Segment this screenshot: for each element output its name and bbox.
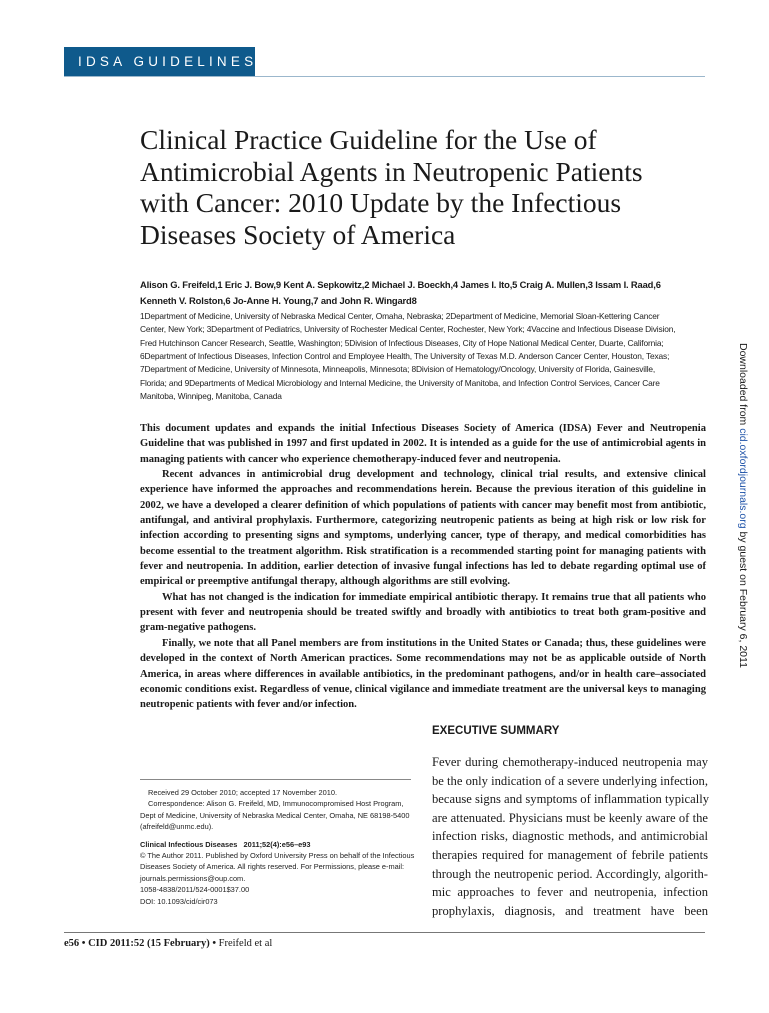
summary-line: infection risks, diagnostic methods, and antimicrobial [432, 829, 708, 844]
journal-name: Clinical Infectious Diseases [140, 839, 238, 849]
section-label: IDSA GUIDELINES [64, 47, 255, 76]
title-line: Clinical Practice Guideline for the Use of [140, 124, 597, 155]
header-divider [64, 76, 705, 77]
summary-line: are attenuated. Physicians must be keenly aware of the [432, 810, 708, 825]
page-footer [64, 938, 272, 949]
summary-line: therapies required for management of febrile patients [432, 847, 708, 862]
author-line: Alison G. Freifeld,1 Eric J. Bow,9 Kent A. Sepkowitz,2 Michael J. Boeckh,4 James I. Ito,5 Craig A. Mullen,3 Issam I. Raad,6 [140, 279, 661, 290]
copyright-note: © The Author 2011. Published by Oxford University Press on behalf of the Infectious Diseases Society of America. All rights reserved. For Permissions, please e-mail: journals.permissions@oup.com. [140, 851, 415, 883]
footnote-divider [140, 779, 411, 780]
footer-divider [64, 932, 705, 933]
affiliation-line: Fred Hutchinson Cancer Research, Seattle, Washington; 5Division of Infectious Diseases, City of Hope National Medical Center, Duarte, California; [140, 337, 664, 348]
summary-line: prophylaxis, diagnosis, and treatment have been [432, 903, 708, 918]
journal-site-link[interactable]: cid.oxfordjournals.org [737, 428, 749, 529]
author-line: Kenneth V. Rolston,6 Jo-Anne H. Young,7 and John R. Wingard8 [140, 294, 417, 306]
author-list [140, 277, 715, 308]
footer-authors: Freifeld et al [218, 938, 273, 949]
abstract-paragraph: Recent advances in antimicrobial drug development and technology, clinical trial results, and extensive clinical experience have informed the approaches and recommendations herein. Because the previous iteration of this guideline in 2002, we have a developed a clearer definition of which populations of patients with cancer may benefit most from antibiotic, antifungal, and antiviral prophylaxis. Furthermore, categorizing neutropenic patients as being at high risk or low risk for infection according to presenting signs and symptoms, underlying cancer, type of therapy, and medical comorbidities has become essential to the treatment algorithm. Risk stratification is a recommended starting point for managing patients with fever and neutropenia. In addition, earlier detection of invasive fungal infections has led to debate regarding optimal use of empirical or preemptive antifungal therapy, although algorithms are still evolving. [140, 469, 706, 588]
footer-citation: e56 • CID 2011:52 (15 February) • [64, 938, 216, 949]
footnotes [140, 787, 415, 907]
summary-line: because signs and symptoms of inflammation typically [432, 792, 710, 807]
abstract-paragraph: This document updates and expands the initial Infectious Diseases Society of America (IDSA) Fever and Neutropenia Guideline that was published in 1997 and first updated in 2002. It is intended as a guide for the use of antimicrobial agents in managing patients with cancer who experience chemotherapy-induced fever and neutropenia. [140, 423, 706, 465]
affiliation-line: Manitoba, Winnipeg, Manitoba, Canada [140, 391, 282, 402]
stamp-suffix: by guest on February 6, 2011 [737, 528, 749, 668]
stamp-prefix: Downloaded from [737, 343, 749, 429]
executive-summary-text [432, 753, 708, 920]
title-line: Diseases Society of America [140, 218, 456, 250]
article-title [140, 124, 700, 250]
affiliation-line: 7Department of Medicine, University of Minnesota, Minneapolis, Minnesota; 8Division of Hematology/Oncology, University of Florida, Gainesville, [140, 364, 656, 375]
received-note: Received 29 October 2010; accepted 17 November 2010. [148, 788, 337, 797]
affiliation-line: 1Department of Medicine, University of Nebraska Medical Center, Omaha, Nebraska; 2Department of Medicine, Memorial Sloan-Kettering Cancer [140, 311, 660, 321]
journal-citation [140, 839, 415, 850]
summary-line: Fever during chemotherapy-induced neutropenia may [432, 755, 708, 769]
summary-line: through the neutropenic period. Accordingly, algorith- [432, 866, 708, 881]
title-line: with Cancer: 2010 Update by the Infectious [140, 187, 622, 218]
doi-note: DOI: 10.1093/cid/cir073 [140, 896, 218, 906]
summary-line: mic approaches to fever and neutropenia, infection [432, 885, 708, 900]
journal-volume: 2011;52(4):e56–e93 [243, 839, 311, 849]
executive-summary-heading: EXECUTIVE SUMMARY [432, 725, 560, 737]
abstract-paragraph: What has not changed is the indication for immediate empirical antibiotic therapy. It remains true that all patients who present with fever and neutropenia should be treated swiftly and broadly with antibiotics to treat both gram-positive and gram-negative pathogens. [140, 591, 706, 634]
title-line: Antimicrobial Agents in Neutropenic Patients [140, 155, 643, 187]
correspondence-note: Correspondence: Alison G. Freifeld, MD, Immunocompromised Host Program, Dept of Medicine, University of Nebraska Medical Center, Omaha, NE 68198-5400 (afreifeld@unmc.edu). [140, 799, 410, 832]
summary-line: be the only indication of a severe underlying infection, [432, 773, 708, 788]
affiliation-line: Florida; and 9Departments of Medical Microbiology and Internal Medicine, the University of Manitoba, and Infection Control Services, Cancer Care [140, 377, 660, 388]
abstract [140, 421, 706, 713]
affiliation-line: Center, New York; 3Department of Pediatrics, University of Rochester Medical Center, Rochester, New York; 4Vaccine and Infectious Disease Division, [140, 324, 676, 335]
abstract-paragraph: Finally, we note that all Panel members are from institutions in the United States or Canada; thus, these guidelines were developed in the context of North American practices. Some recommendations may not be as applicable outside of North America, in areas where differences in available antibiotics, in the predominant pathogens, and/or in health care–associated economic conditions exist. Regardless of venue, clinical vigilance and immediate treatment are the universal keys to managing neutropenic patients with fever and/or infection. [140, 637, 706, 711]
issn-note: 1058-4838/2011/524-0001$37.00 [140, 885, 250, 895]
download-stamp [737, 343, 749, 668]
affiliations [140, 310, 715, 403]
affiliation-line: 6Department of Infectious Diseases, Infection Control and Employee Health, The University of Texas M.D. Anderson Cancer Center, Houston, Texas; [140, 351, 670, 362]
